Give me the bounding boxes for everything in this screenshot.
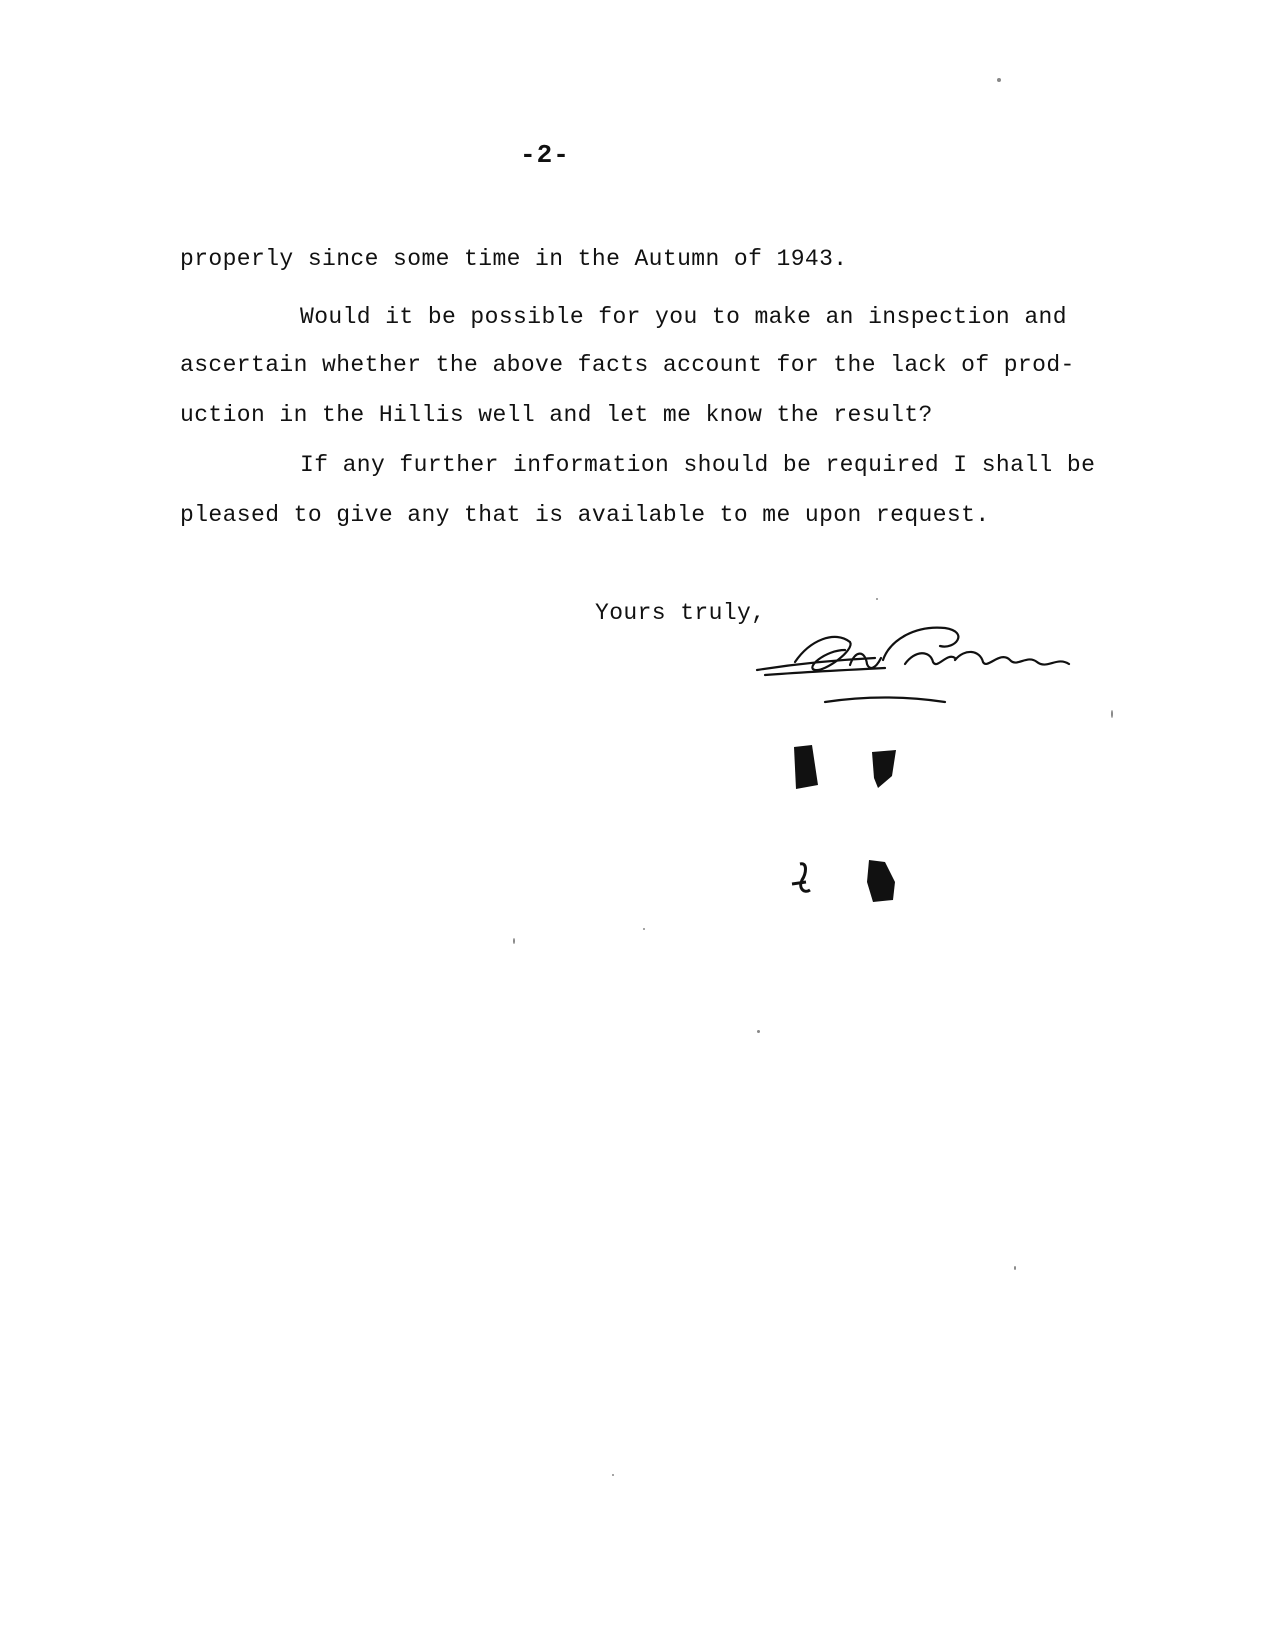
speck [1014, 1266, 1016, 1270]
page-number: -2- [520, 140, 570, 170]
paragraph-line-6: pleased to give any that is available to me upon request. [180, 502, 990, 528]
ink-blot [870, 748, 898, 790]
speck [612, 1474, 614, 1476]
speck [643, 928, 645, 930]
ink-blot [865, 858, 899, 904]
speck [513, 938, 515, 944]
ink-blot [790, 745, 820, 790]
ink-mark [790, 860, 816, 900]
closing: Yours truly, [595, 600, 766, 626]
speck [876, 598, 878, 600]
paragraph-line-5: If any further information should be required I shall be [300, 452, 1096, 478]
handwritten-signature [755, 620, 1125, 720]
paragraph-line-1: properly since some time in the Autumn of 1943. [180, 246, 848, 272]
speck [997, 78, 1001, 82]
paragraph-line-4: uction in the Hillis well and let me know the result? [180, 402, 933, 428]
speck [1111, 710, 1113, 718]
speck [757, 1030, 760, 1033]
paragraph-line-3: ascertain whether the above facts account for the lack of prod- [180, 352, 1075, 378]
paragraph-line-2: Would it be possible for you to make an inspection and [300, 304, 1067, 330]
